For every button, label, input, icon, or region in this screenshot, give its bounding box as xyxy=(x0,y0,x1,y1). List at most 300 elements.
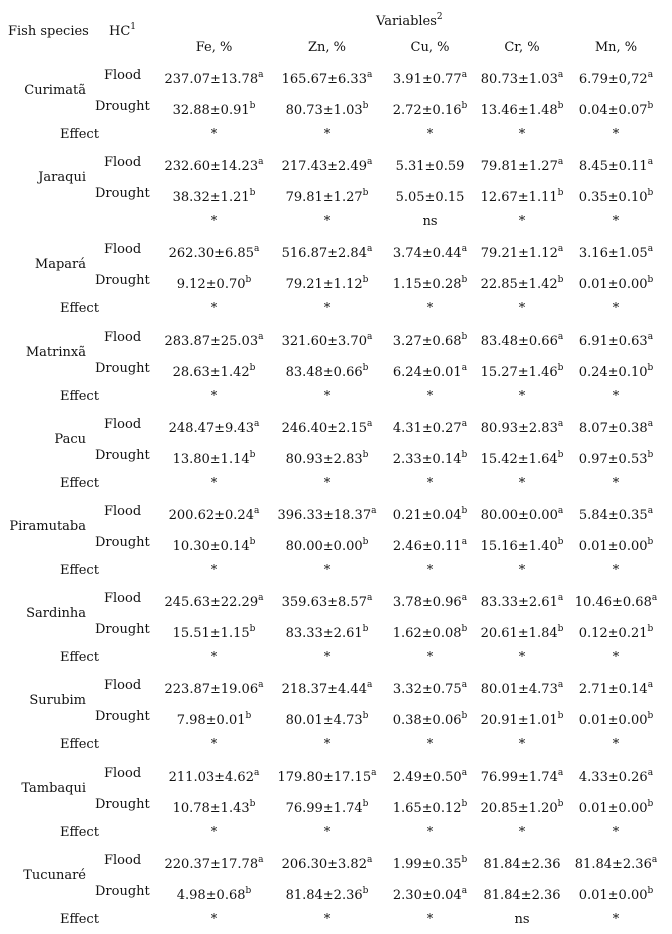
effect-value-zn: * xyxy=(323,563,331,578)
value-text: 516.87±2.84 xyxy=(281,246,367,262)
significance-letter: b xyxy=(362,624,369,635)
value-text: 321.60±3.70 xyxy=(281,333,367,349)
flood-value-zn xyxy=(272,331,382,349)
value-text: 38.32±1.21 xyxy=(172,190,250,206)
significance-letter: a xyxy=(366,70,373,80)
value-text: 79.81±1.27 xyxy=(285,190,363,206)
significance-letter: a xyxy=(647,70,654,80)
significance-letter: a xyxy=(557,157,564,168)
hc-effect-label: Effect xyxy=(60,563,99,578)
significance-letter: a xyxy=(461,244,468,255)
significance-letter: b xyxy=(249,188,256,199)
value-text: 80.93±2.83 xyxy=(480,420,558,436)
value-text: 76.99±1.74 xyxy=(285,800,363,816)
significance-letter: a xyxy=(258,854,264,865)
value-text: 79.21±1.12 xyxy=(285,277,363,293)
header-col-mn: Mn, % xyxy=(594,40,638,55)
effect-value-cr: * xyxy=(518,388,526,404)
significance-letter: a xyxy=(647,680,654,691)
flood-value-fe xyxy=(159,508,269,523)
significance-letter: a xyxy=(647,767,654,778)
drought-value-zn xyxy=(272,798,382,816)
hc-drought-label: Drought xyxy=(95,796,150,812)
effect-value-cr: * xyxy=(518,650,526,666)
value-text: 200.62±0.24 xyxy=(168,508,254,523)
significance-letter: a xyxy=(651,593,658,604)
value-text: 3.91±0.77 xyxy=(392,72,462,87)
value-text: 83.33±2.61 xyxy=(480,595,558,611)
drought-value-zn xyxy=(272,885,382,903)
value-text: 2.46±0.11 xyxy=(392,539,462,554)
value-text: 1.99±0.35 xyxy=(392,856,462,872)
significance-letter: b xyxy=(557,275,564,286)
significance-letter: b xyxy=(647,711,654,722)
flood-value-fe xyxy=(159,767,269,785)
drought-value-zn xyxy=(272,277,382,292)
value-text: 283.87±25.03 xyxy=(164,333,259,349)
flood-value-mn xyxy=(561,854,671,872)
species-name: Jaraqui xyxy=(38,170,86,186)
drought-value-fe xyxy=(159,798,269,816)
significance-letter: a xyxy=(461,767,468,778)
effect-value-mn: * xyxy=(612,214,620,230)
significance-letter: a xyxy=(461,885,468,896)
drought-value-mn xyxy=(561,449,671,467)
effect-value-cu: * xyxy=(426,301,434,317)
value-text: 79.81±1.27 xyxy=(480,159,558,175)
value-text: 237.07±13.78 xyxy=(164,72,259,87)
significance-letter: a xyxy=(647,244,654,255)
value-text: 248.47±9.43 xyxy=(168,420,254,436)
value-text: 15.27±1.46 xyxy=(480,364,558,380)
effect-value-cr: ns xyxy=(514,911,530,927)
value-text: 4.33±0.26 xyxy=(578,769,648,785)
significance-letter: b xyxy=(647,101,654,111)
hc-effect-label: Effect xyxy=(60,388,99,404)
significance-letter: b xyxy=(557,537,564,547)
drought-value-zn xyxy=(272,362,382,380)
drought-value-zn xyxy=(272,626,382,641)
effect-value-mn: * xyxy=(612,737,620,753)
header-col-zn: Zn, % xyxy=(307,40,347,55)
value-text: 80.00±0.00 xyxy=(285,539,363,554)
hc-effect-label: Effect xyxy=(60,127,99,142)
value-text: 3.78±0.96 xyxy=(392,595,462,611)
value-text: 3.32±0.75 xyxy=(392,682,462,698)
header-col-cr: Cr, % xyxy=(504,40,540,55)
significance-letter: a xyxy=(366,593,373,604)
value-text: 83.48±0.66 xyxy=(285,364,363,380)
significance-letter: b xyxy=(557,101,564,111)
significance-letter: a xyxy=(557,331,564,342)
value-text: 359.63±8.57 xyxy=(281,595,367,611)
value-text: 165.67±6.33 xyxy=(281,72,367,87)
value-text: 5.31±0.59 xyxy=(395,159,465,175)
flood-value-fe xyxy=(159,72,269,87)
value-text: 7.98±0.01 xyxy=(176,713,246,729)
significance-letter: b xyxy=(647,362,654,373)
species-name: Tambaqui xyxy=(21,780,86,796)
value-text: 83.33±2.61 xyxy=(285,626,363,642)
drought-value-fe xyxy=(159,885,269,903)
drought-value-mn xyxy=(561,277,671,292)
flood-value-mn xyxy=(561,331,671,349)
drought-value-zn xyxy=(272,190,382,205)
header-variables xyxy=(376,14,443,29)
effect-value-zn: * xyxy=(323,737,331,753)
value-text: 262.30±6.85 xyxy=(168,246,254,262)
effect-value-fe: * xyxy=(210,650,218,666)
drought-value-fe xyxy=(159,449,269,467)
effect-value-cu: * xyxy=(426,127,434,142)
significance-letter: b xyxy=(557,711,564,722)
significance-letter: a xyxy=(557,506,564,516)
value-text: 83.48±0.66 xyxy=(480,333,558,349)
value-text: 245.63±22.29 xyxy=(164,595,259,611)
significance-letter: a xyxy=(366,331,373,342)
significance-letter: a xyxy=(557,767,564,778)
flood-value-fe xyxy=(159,331,269,349)
species-name: Piramutaba xyxy=(9,519,86,534)
value-text: 0.01±0.00 xyxy=(578,539,648,554)
value-text: 15.42±1.64 xyxy=(480,451,558,467)
flood-value-zn xyxy=(272,246,382,261)
value-text: 12.67±1.11 xyxy=(480,190,558,206)
value-text: 80.01±4.73 xyxy=(285,713,363,729)
significance-letter: b xyxy=(245,275,252,286)
effect-value-mn: * xyxy=(612,388,620,404)
flood-value-zn xyxy=(272,159,382,174)
value-text: 32.88±0.91 xyxy=(172,103,250,118)
value-text: 2.71±0.14 xyxy=(578,682,648,698)
significance-letter: a xyxy=(258,593,264,604)
value-text: 5.05±0.15 xyxy=(395,190,465,206)
significance-letter: b xyxy=(249,798,256,809)
value-text: 0.35±0.10 xyxy=(578,190,648,206)
significance-letter: b xyxy=(362,885,369,896)
significance-letter: a xyxy=(651,854,658,865)
effect-value-fe: * xyxy=(210,301,218,317)
drought-value-zn xyxy=(272,713,382,728)
significance-letter: b xyxy=(461,101,468,111)
significance-letter: b xyxy=(461,854,468,865)
effect-value-fe: * xyxy=(210,824,218,840)
significance-letter: b xyxy=(362,798,369,809)
effect-value-cu: * xyxy=(426,824,434,840)
species-name: Pacu xyxy=(54,431,86,447)
value-text: 4.31±0.27 xyxy=(392,420,462,436)
value-text: 22.85±1.42 xyxy=(480,277,558,293)
significance-letter: a xyxy=(461,680,468,691)
significance-letter: b xyxy=(461,711,468,722)
value-text: 2.49±0.50 xyxy=(392,769,462,785)
effect-value-fe: * xyxy=(210,127,218,142)
significance-letter: b xyxy=(647,449,654,460)
value-text: 1.15±0.28 xyxy=(392,277,462,293)
value-text: 2.30±0.04 xyxy=(392,887,462,903)
value-text: 4.98±0.68 xyxy=(176,887,246,903)
hc-effect-label: Effect xyxy=(60,301,99,317)
significance-letter: a xyxy=(557,680,564,691)
value-text: 80.01±4.73 xyxy=(480,682,558,698)
drought-value-fe xyxy=(159,103,269,118)
significance-letter: a xyxy=(258,157,264,168)
significance-letter: b xyxy=(362,537,369,547)
hc-flood-label: Flood xyxy=(104,504,142,519)
value-text: 0.01±0.00 xyxy=(578,277,648,293)
significance-letter: b xyxy=(461,624,468,635)
drought-value-mn xyxy=(561,190,671,205)
effect-value-mn: * xyxy=(612,650,620,666)
flood-value-zn xyxy=(272,418,382,436)
significance-letter: b xyxy=(647,624,654,635)
header-variables-label: Variables xyxy=(376,14,437,29)
significance-letter: a xyxy=(647,418,654,429)
drought-value-zn xyxy=(272,449,382,467)
effect-value-zn: * xyxy=(323,475,331,491)
flood-value-zn xyxy=(272,508,382,523)
value-text: 81.84±2.36 xyxy=(483,887,561,903)
significance-letter: a xyxy=(371,506,377,516)
flood-value-mn xyxy=(561,418,671,436)
flood-value-zn xyxy=(272,682,382,697)
effect-value-fe: * xyxy=(210,388,218,404)
effect-value-mn: * xyxy=(612,475,620,491)
drought-value-fe xyxy=(159,713,269,728)
value-text: 0.97±0.53 xyxy=(578,451,648,467)
significance-letter: b xyxy=(647,188,654,199)
drought-value-mn xyxy=(561,626,671,641)
significance-letter: b xyxy=(362,188,369,199)
hc-effect-label: Effect xyxy=(60,650,99,666)
species-name: Curimatã xyxy=(24,83,86,98)
value-text: 20.85±1.20 xyxy=(480,800,558,816)
drought-value-fe xyxy=(159,362,269,380)
value-text: 0.01±0.00 xyxy=(578,713,648,729)
flood-value-mn xyxy=(561,595,671,610)
hc-drought-label: Drought xyxy=(95,535,150,550)
significance-letter: b xyxy=(461,449,468,460)
value-text: 6.91±0.63 xyxy=(578,333,648,349)
value-text: 80.00±0.00 xyxy=(480,508,558,523)
drought-value-fe xyxy=(159,539,269,554)
hc-effect-label: Effect xyxy=(60,737,99,753)
hc-effect-label: Effect xyxy=(60,911,99,927)
significance-letter: a xyxy=(461,593,468,604)
flood-value-zn xyxy=(272,595,382,610)
hc-flood-label: Flood xyxy=(104,155,142,171)
value-text: 218.37±4.44 xyxy=(281,682,367,698)
effect-value-cu: * xyxy=(426,911,434,927)
value-text: 0.21±0.04 xyxy=(392,508,462,523)
value-text: 223.87±19.06 xyxy=(164,682,259,698)
effect-value-zn: * xyxy=(323,650,331,666)
value-text: 211.03±4.62 xyxy=(168,769,254,785)
significance-letter: b xyxy=(362,275,369,286)
significance-letter: b xyxy=(557,188,564,199)
significance-letter: a xyxy=(258,680,264,691)
drought-value-mn xyxy=(561,362,671,380)
value-text: 9.12±0.70 xyxy=(176,277,246,293)
significance-letter: b xyxy=(647,885,654,896)
flood-value-zn xyxy=(272,72,382,87)
significance-letter: a xyxy=(557,418,564,429)
effect-value-cr: * xyxy=(518,737,526,753)
value-text: 232.60±14.23 xyxy=(164,159,259,175)
effect-value-cu: * xyxy=(426,563,434,578)
effect-value-fe: * xyxy=(210,475,218,491)
significance-letter: a xyxy=(253,418,260,429)
significance-letter: b xyxy=(249,362,256,373)
value-text: 13.46±1.48 xyxy=(480,103,558,118)
flood-value-mn xyxy=(561,159,671,174)
significance-letter: b xyxy=(249,101,256,111)
drought-value-mn xyxy=(561,798,671,816)
significance-letter: b xyxy=(362,101,369,111)
value-text: 8.07±0.38 xyxy=(578,420,648,436)
effect-value-cu: * xyxy=(426,475,434,491)
significance-letter: b xyxy=(249,449,256,460)
value-text: 76.99±1.74 xyxy=(480,769,558,785)
hc-flood-label: Flood xyxy=(104,591,142,607)
flood-value-fe xyxy=(159,595,269,610)
drought-value-zn xyxy=(272,103,382,118)
drought-value-zn xyxy=(272,539,382,554)
drought-value-fe xyxy=(159,190,269,205)
species-name: Surubim xyxy=(29,693,86,709)
value-text: 20.61±1.84 xyxy=(480,626,558,642)
hc-drought-label: Drought xyxy=(95,273,150,289)
hc-drought-label: Drought xyxy=(95,360,150,376)
flood-value-mn xyxy=(561,72,671,87)
significance-letter: b xyxy=(461,798,468,809)
significance-letter: b xyxy=(557,362,564,373)
value-text: 80.73±1.03 xyxy=(480,72,558,87)
significance-letter: b xyxy=(245,885,252,896)
significance-letter: b xyxy=(362,711,369,722)
value-text: 3.27±0.68 xyxy=(392,333,462,349)
header-hc-label: HC xyxy=(109,24,131,39)
hc-flood-label: Flood xyxy=(104,765,142,781)
flood-value-mn xyxy=(561,508,671,523)
value-text: 15.51±1.15 xyxy=(172,626,250,642)
species-name: Matrinxã xyxy=(25,344,86,360)
drought-value-fe xyxy=(159,626,269,641)
value-text: 13.80±1.14 xyxy=(172,451,250,467)
significance-letter: b xyxy=(557,798,564,809)
flood-value-mn xyxy=(561,246,671,261)
value-text: 79.21±1.12 xyxy=(480,246,558,262)
hc-drought-label: Drought xyxy=(95,709,150,725)
effect-value-mn: * xyxy=(612,911,620,927)
significance-letter: a xyxy=(557,70,564,80)
significance-letter: b xyxy=(245,711,252,722)
effect-value-cr: * xyxy=(518,301,526,317)
header-variables-footnote: 2 xyxy=(436,12,443,22)
significance-letter: a xyxy=(461,418,468,429)
significance-letter: a xyxy=(253,244,260,255)
significance-letter: b xyxy=(362,362,369,373)
hc-flood-label: Flood xyxy=(104,68,142,83)
flood-value-zn xyxy=(272,767,382,785)
effect-value-cr: * xyxy=(518,475,526,491)
species-name: Sardinha xyxy=(26,606,86,622)
value-text: 1.65±0.12 xyxy=(392,800,462,816)
significance-letter: a xyxy=(366,418,373,429)
flood-value-fe xyxy=(159,854,269,872)
significance-letter: b xyxy=(461,275,468,286)
value-text: 8.45±0.11 xyxy=(578,159,648,175)
significance-letter: a xyxy=(258,331,264,342)
significance-letter: b xyxy=(557,449,564,460)
value-text: 3.16±1.05 xyxy=(578,246,648,262)
value-text: 396.33±18.37 xyxy=(277,508,372,523)
flood-value-fe xyxy=(159,418,269,436)
significance-letter: b xyxy=(362,449,369,460)
significance-letter: a xyxy=(461,537,468,547)
effect-value-zn: * xyxy=(323,214,331,230)
flood-value-mn xyxy=(561,767,671,785)
value-text: 10.78±1.43 xyxy=(172,800,250,816)
effect-value-zn: * xyxy=(323,388,331,404)
significance-letter: a xyxy=(253,506,260,516)
hc-flood-label: Flood xyxy=(104,678,142,694)
effect-value-cr: * xyxy=(518,563,526,578)
value-text: 220.37±17.78 xyxy=(164,856,259,872)
significance-letter: a xyxy=(371,767,377,778)
flood-value-fe xyxy=(159,159,269,174)
value-text: 0.38±0.06 xyxy=(392,713,462,729)
significance-letter: b xyxy=(647,798,654,809)
value-text: 0.01±0.00 xyxy=(578,887,648,903)
effect-value-cu: * xyxy=(426,388,434,404)
species-name: Mapará xyxy=(34,257,86,273)
value-text: 2.33±0.14 xyxy=(392,451,462,467)
effect-value-cr: * xyxy=(518,214,526,230)
effect-value-cu: * xyxy=(426,650,434,666)
significance-letter: a xyxy=(557,593,564,604)
header-col-cu: Cu, % xyxy=(410,40,450,55)
significance-letter: a xyxy=(253,767,260,778)
value-text: 217.43±2.49 xyxy=(281,159,367,175)
significance-letter: b xyxy=(461,331,468,342)
significance-letter: a xyxy=(647,331,654,342)
effect-value-mn: * xyxy=(612,127,620,142)
significance-letter: a xyxy=(647,157,654,168)
significance-letter: a xyxy=(366,244,373,255)
value-text: 81.84±2.36 xyxy=(574,856,652,872)
value-text: 3.74±0.44 xyxy=(392,246,462,262)
hc-drought-label: Drought xyxy=(95,883,150,899)
species-name: Tucunaré xyxy=(23,867,86,883)
effect-value-fe: * xyxy=(210,563,218,578)
effect-value-mn: * xyxy=(612,824,620,840)
drought-value-mn xyxy=(561,885,671,903)
significance-letter: b xyxy=(647,275,654,286)
value-text: 80.93±2.83 xyxy=(285,451,363,467)
hc-drought-label: Drought xyxy=(95,622,150,638)
flood-value-mn xyxy=(561,682,671,697)
significance-letter: a xyxy=(461,70,468,80)
value-text: 20.91±1.01 xyxy=(480,713,558,729)
effect-value-fe: * xyxy=(210,737,218,753)
significance-letter: a xyxy=(366,854,373,865)
hc-flood-label: Flood xyxy=(104,852,142,868)
value-text: 81.84±2.36 xyxy=(285,887,363,903)
value-text: 206.30±3.82 xyxy=(281,856,367,872)
significance-letter: b xyxy=(647,537,654,547)
flood-value-fe xyxy=(159,246,269,261)
